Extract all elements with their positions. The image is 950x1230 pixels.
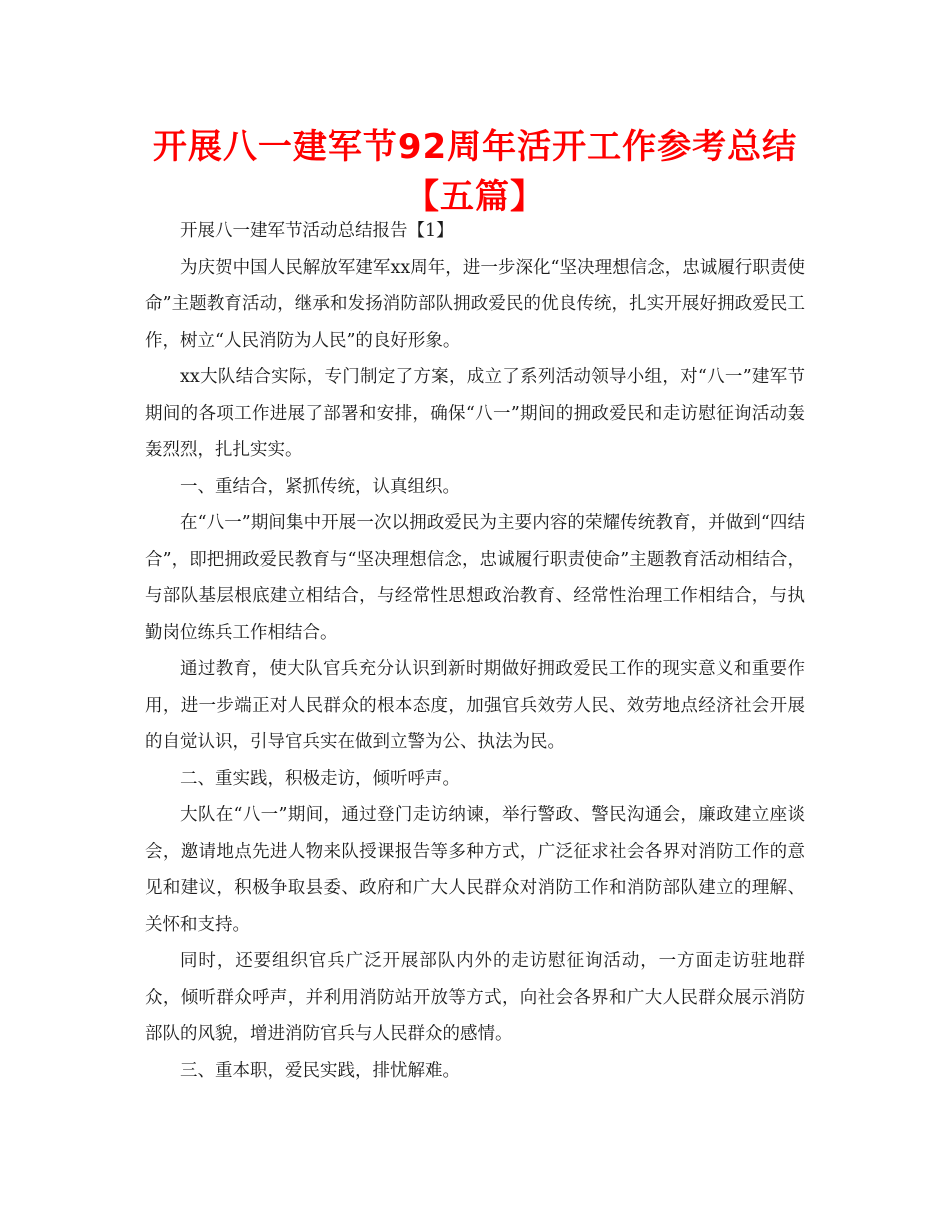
body-paragraph: 在“八一”期间集中开展一次以拥政爱民为主要内容的荣耀传统教育，并做到“四结合”，即把拥政爱民教育与“坚决理想信念，忠诚履行职责使命”主题教育活动相结合，与部队基层根底建立相结合，与经常性思想政治教育、经常性治理工作相结合，与执勤岗位练兵工作相结合。 bbox=[145, 513, 805, 643]
report-heading: 开展八一建军节活动总结报告【1】 bbox=[180, 221, 454, 241]
body-paragraph: 大队在“八一”期间，通过登门走访纳谏，举行警政、警民沟通会，廉政建立座谈会，邀请地点先进人物来队授课报告等多种方式，广泛征求社会各界对消防工作的意见和建议，积极争取县委、政府和广大人民群众对消防工作和消防部队建立的理解、关怀和支持。 bbox=[145, 805, 805, 935]
body-paragraph: 同时，还要组织官兵广泛开展部队内外的走访慰征询活动，一方面走访驻地群众，倾听群众呼声，并利用消防站开放等方式，向社会各界和广大人民群众展示消防部队的风貌，增进消防官兵与人民群众的感情。 bbox=[145, 951, 805, 1044]
section-heading: 三、重本职，爱民实践，排忧解难。 bbox=[180, 1060, 460, 1081]
section-heading: 二、重实践，积极走访，倾听呼声。 bbox=[180, 768, 460, 789]
section-heading: 一、重结合，紧抓传统，认真组织。 bbox=[180, 476, 460, 497]
body-paragraph: 为庆贺中国人民解放军建军xx周年，进一步深化“坚决理想信念，忠诚履行职责使命”主题教育活动，继承和发扬消防部队拥政爱民的优良传统，扎实开展好拥政爱民工作，树立“人民消防为人民”的良好形象。 bbox=[145, 257, 805, 351]
body-paragraph: xx大队结合实际，专门制定了方案，成立了系列活动领导小组，对“八一”建军节期间的各项工作进展了部署和安排，确保“八一”期间的拥政爱民和走访慰征询活动轰轰烈烈，扎扎实实。 bbox=[145, 367, 805, 460]
body-paragraph: 通过教育，使大队官兵充分认识到新时期做好拥政爱民工作的现实意义和重要作用，进一步端正对人民群众的根本态度，加强官兵效劳人民、效劳地点经济社会开展的自觉认识，引导官兵实在做到立警为公、执法为民。 bbox=[145, 659, 805, 752]
document-body bbox=[145, 213, 805, 1089]
document-title: 开展八一建军节92周年活开工作参考总结【五篇】 bbox=[152, 127, 798, 217]
